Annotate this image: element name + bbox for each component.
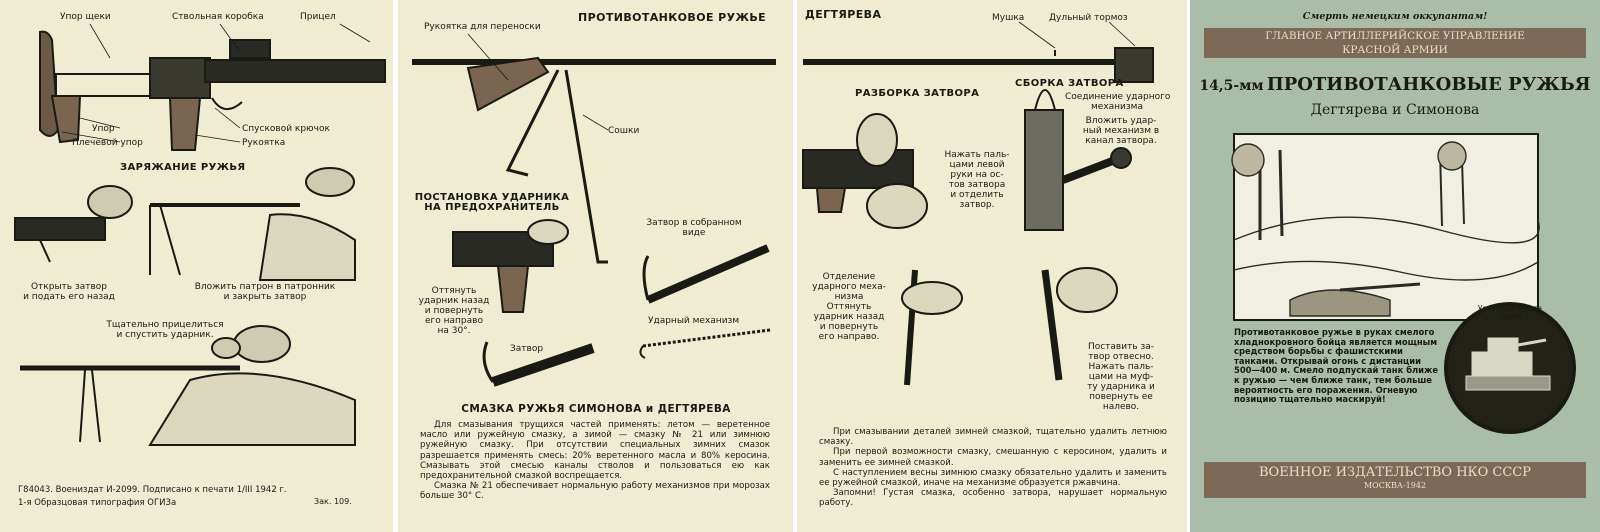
label-bipod: Сошки <box>608 126 640 136</box>
label-bolt-assembled: Затвор в собранном виде <box>646 218 742 238</box>
caption-press-fingers: Нажать паль- цами левой руки на ос- тов затвора и отделить затвор. <box>944 150 1010 210</box>
vulnerable-spots-label: Уязвимые места танка <box>1477 304 1543 321</box>
label-shoulder-rest: Плечевой упор <box>72 138 143 148</box>
caption-insert-mechanism: Вложить удар- ный механизм в канал затвора. <box>1082 116 1160 146</box>
caption-separation: Отделение ударного меха- низма Оттянуть ударник назад и повернуть его направо. <box>812 272 886 342</box>
caption-set-bolt: Поставить за- твор отвесно. Нажать паль- цами на муф- ту ударника и повернуть ее налево. <box>1087 342 1155 412</box>
label-front-sight: Мушка <box>992 13 1025 23</box>
directorate-banner: ГЛАВНОЕ АРТИЛЛЕРИЙСКОЕ УПРАВЛЕНИЕ КРАСНОЙ АРМИИ <box>1204 28 1586 58</box>
safety-caption: Оттянуть ударник назад и повернуть его направо на 30°. <box>418 286 490 336</box>
safety-title: ПОСТАНОВКА УДАРНИКА НА ПРЕДОХРАНИТЕЛЬ <box>414 192 570 213</box>
panel-anatomy-loading <box>0 0 393 532</box>
assembly-title: СБОРКА ЗАТВОРА <box>1015 78 1124 89</box>
assembly-subtitle: Соединение ударного механизма <box>1065 92 1171 112</box>
caption-insert-cartridge: Вложить патрон в патронник и закрыть затвор <box>194 282 336 302</box>
label-sight: Прицел <box>300 12 336 22</box>
panel-degtyarev <box>797 0 1187 532</box>
label-receiver: Ствольная коробка <box>172 12 264 22</box>
caption-aim: Тщательно прицелиться и спустить ударник. <box>106 320 224 340</box>
loading-title: ЗАРЯЖАНИЕ РУЖЬЯ <box>120 162 246 173</box>
publisher-banner: ВОЕННОЕ ИЗДАТЕЛЬСТВО НКО СССР МОСКВА-1942 <box>1204 462 1586 498</box>
label-muzzle-brake: Дульный тормоз <box>1049 13 1128 23</box>
panel2-title: ПРОТИВОТАНКОВОЕ РУЖЬЕ <box>578 11 767 24</box>
label-firing-mechanism: Ударный механизм <box>648 316 740 326</box>
cover-subtitle: Дегтярева и Симонова <box>1310 102 1480 118</box>
rifle-anatomy-illustration <box>0 0 393 532</box>
label-carry-handle: Рукоятка для переноски <box>424 22 541 32</box>
label-bolt: Затвор <box>510 344 544 354</box>
imprint: Г84043. Воениздат И-2099. Подписано к печати 1/III 1942 г. 1-я Образцовая типография ОГИЗа <box>18 485 287 508</box>
label-trigger: Спусковой крючок <box>242 124 330 134</box>
panel3-title: ДЕГТЯРЕВА <box>805 8 882 21</box>
disassembly-title: РАЗБОРКА ЗАТВОРА <box>855 88 980 99</box>
label-grip: Рукоятка <box>242 138 286 148</box>
label-rest: Упор <box>92 124 115 134</box>
cover-title: 14,5-мм ПРОТИВОТАНКОВЫЕ РУЖЬЯ <box>1199 74 1591 95</box>
battle-scene-illustration <box>1190 0 1600 532</box>
lube-text: Для смазывания трущихся частей применять: летом — веретенное масло или ружейную смазку, а зимой — смазку № 21 или зимнюю ружейную смазку. При отсутствии специальных зимних смазок разрешается применять смесь: 20% веретенного масла и 80% керосина. Смазывать этой смесью каналы стволов и пользоваться ею как предохранительной смазкой воспрещается. Смазка № 21 обеспечивает нормальную работу механизмов при морозах больше 30° С. <box>420 420 770 502</box>
panel-antitank-rifle <box>398 0 793 532</box>
lube-text-continued: При смазывании деталей зимней смазкой, тщательно удалить летнюю смазку. При первой возможности смазку, смешанную с керосином, удалить и заменить ее зимней смазкой. С наступлением весны зимнюю смазку обязательно удалить и заменить ее ружейной смазкой, иначе на механизме образуется ржавчина. Запомни! Густая смазка, особенно затвора, нарушает нормальную работу. <box>819 427 1167 509</box>
caption-open-bolt: Открыть затвор и подать его назад <box>23 282 115 302</box>
order-number: Зак. 109. <box>314 497 352 506</box>
label-cheek-rest: Упор щеки <box>60 12 111 22</box>
slogan: Смерть немецким оккупантам! <box>1302 11 1488 22</box>
lube-title: СМАЗКА РУЖЬЯ СИМОНОВА и ДЕГТЯРЕВА <box>461 403 731 415</box>
panel-cover <box>1190 0 1600 532</box>
cover-body-text: Противотанковое ружье в руках смелого хладнокровного бойца является мощным средством борьбы с фашистскими танками. Открывай огонь с дистанции 500—400 м. Смело подпускай танк ближе к ружью — чем ближе танк, тем больше вероятность его поражения. Огневую позицию тщательно маскируй! <box>1234 327 1439 405</box>
